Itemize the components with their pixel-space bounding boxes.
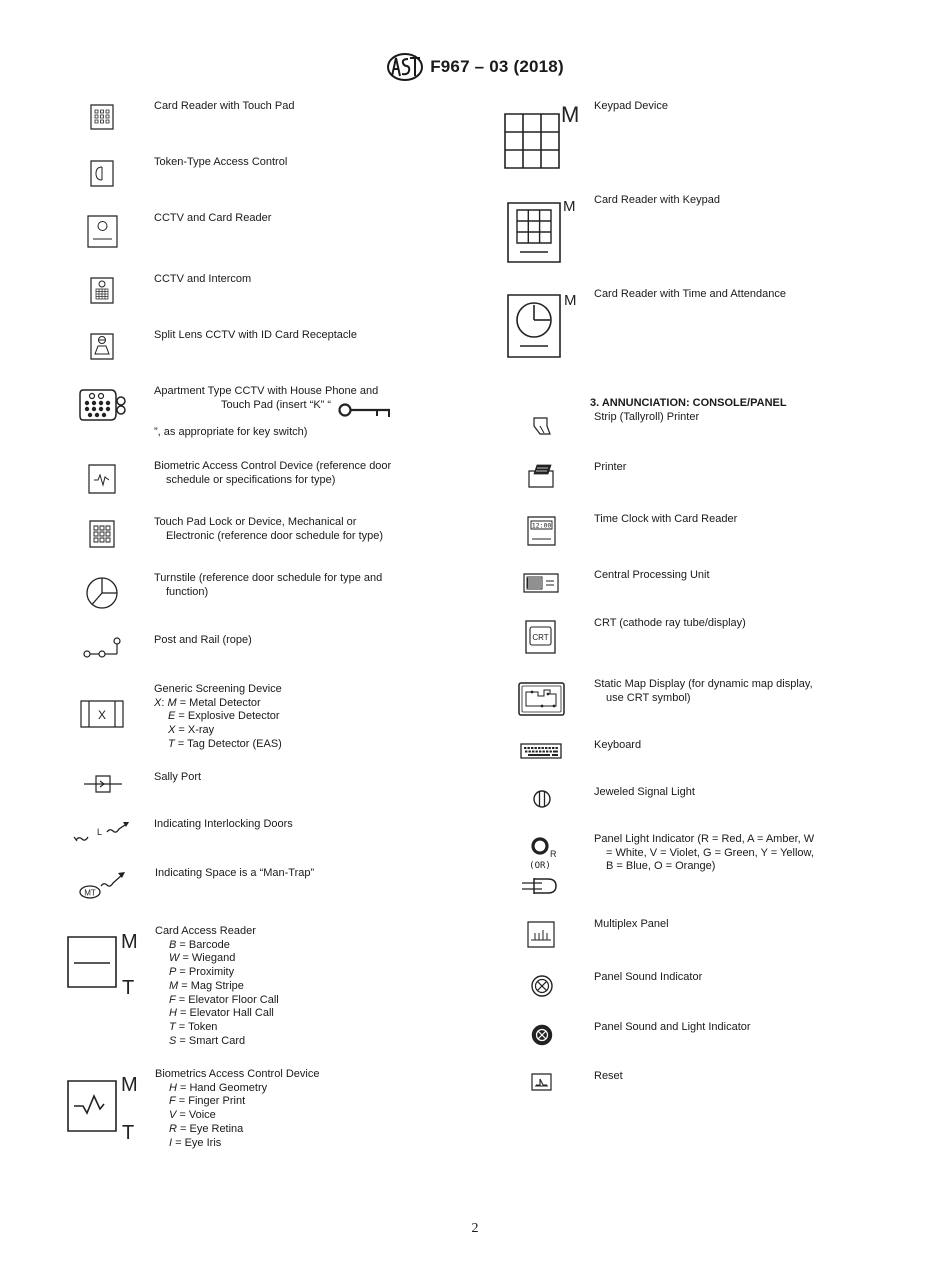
panel-sound-light-icon: [530, 1023, 554, 1047]
card-access-item: S = Smart Card: [169, 1034, 246, 1047]
man-trap-label: Indicating Space is a “Man-Trap”: [155, 867, 315, 879]
reset-icon: [531, 1073, 553, 1091]
cctv-intercom-label: CCTV and Intercom: [154, 273, 252, 285]
biometric-line-1: Biometric Access Control Device (reference door: [154, 460, 392, 472]
strip-printer-label: Strip (Tallyroll) Printer: [594, 411, 700, 423]
screening-title: Generic Screening Device: [154, 683, 282, 695]
crt-icon: [525, 620, 557, 654]
biometrics-item: F = Finger Print: [169, 1095, 246, 1108]
card-access-item: T = Token: [169, 1020, 218, 1033]
card-access-m: M: [121, 931, 138, 953]
touch-pad-lock-label: [154, 516, 383, 543]
card-access-item: P = Proximity: [169, 966, 235, 979]
biometrics-item: V = Voice: [169, 1109, 216, 1122]
card-reader-touch-pad-icon: [90, 104, 114, 130]
turnstile-label: [154, 572, 382, 599]
time-clock-label: Time Clock with Card Reader: [594, 513, 738, 525]
card-access-reader-label: [155, 925, 279, 1048]
touch-pad-line-2: Electronic (reference door schedule for type): [166, 529, 384, 542]
screening-item: T = Tag Detector (EAS): [168, 737, 282, 750]
keypad-device-label: Keypad Device: [594, 100, 668, 112]
card-access-item: W = Wiegand: [169, 952, 236, 965]
panel-light-line-3: B = Blue, O = Orange): [606, 860, 716, 873]
panel-light-line-1: Panel Light Indicator (R = Red, A = Amber, W: [594, 833, 815, 845]
static-map-label: [594, 678, 813, 705]
time-clock-digits: 12:00: [531, 521, 552, 530]
biometrics-title: Biometrics Access Control Device: [155, 1068, 320, 1080]
apartment-line-2: Touch Pad (insert “K” “: [221, 398, 332, 411]
screening-symbol-letter: X: [97, 708, 107, 722]
biometric-line-2: schedule or specifications for type): [166, 473, 336, 486]
multiplex-panel-label: Multiplex Panel: [594, 918, 669, 930]
card-access-item: B = Barcode: [169, 938, 230, 951]
cctv-card-reader-label: CCTV and Card Reader: [154, 212, 272, 224]
card-access-item: M = Mag Stripe: [169, 979, 244, 992]
keypad-device-icon: [503, 100, 583, 172]
static-map-line-2: use CRT symbol): [606, 691, 691, 704]
panel-light-line-2: = White, V = Violet, G = Green, Y = Yellow,: [606, 846, 814, 859]
cpu-label: Central Processing Unit: [594, 569, 710, 581]
card-access-title: Card Access Reader: [155, 925, 256, 937]
interlocking-letter: L: [97, 827, 103, 837]
token-type-icon: [90, 160, 114, 187]
man-trap-letters: MT: [84, 888, 96, 898]
card-access-item: H = Elevator Hall Call: [169, 1007, 274, 1020]
screening-device-icon: [80, 700, 124, 728]
keyboard-label: Keyboard: [594, 739, 642, 751]
biometrics-m: M: [121, 1074, 138, 1096]
jeweled-signal-light-icon: [532, 789, 552, 809]
panel-light-r: R: [550, 849, 557, 859]
section-heading: 3. ANNUNCIATION: CONSOLE/PANEL: [590, 397, 787, 409]
card-access-item: F = Elevator Floor Call: [169, 993, 279, 1006]
card-access-t: T: [122, 977, 135, 999]
biometrics-access-icon: [66, 1069, 142, 1143]
printer-label: Printer: [594, 461, 627, 473]
apartment-line-3: ”, as appropriate for key switch): [154, 426, 308, 438]
interlocking-doors-label: Indicating Interlocking Doors: [154, 818, 293, 830]
document-title: F967 – 03 (2018): [430, 57, 564, 76]
page-number: 2: [471, 1221, 479, 1236]
cctv-intercom-icon: [90, 277, 114, 304]
split-lens-cctv-icon: [90, 333, 114, 360]
page-header: [0, 52, 950, 82]
static-map-line-1: Static Map Display (for dynamic map display,: [594, 678, 813, 690]
panel-sound-light-label: Panel Sound and Light Indicator: [594, 1021, 751, 1033]
card-reader-keypad-label: Card Reader with Keypad: [594, 194, 720, 206]
touch-pad-line-1: Touch Pad Lock or Device, Mechanical or: [154, 516, 357, 528]
card-reader-keypad-icon: [506, 195, 582, 265]
man-trap-icon: [77, 868, 129, 902]
biometric-device-icon: [88, 464, 116, 494]
turnstile-line-1: Turnstile (reference door schedule for type and: [154, 572, 383, 584]
crt-label: CRT (cathode ray tube/display): [594, 617, 746, 629]
biometrics-access-label: [155, 1068, 319, 1150]
screening-item: E = Explosive Detector: [168, 710, 280, 723]
biometrics-item: H = Hand Geometry: [169, 1081, 268, 1094]
split-lens-cctv-label: Split Lens CCTV with ID Card Receptacle: [154, 329, 357, 341]
panel-sound-indicator-label: Panel Sound Indicator: [594, 971, 703, 983]
card-reader-time-label: Card Reader with Time and Attendance: [594, 288, 787, 300]
time-clock-icon: [527, 516, 557, 546]
static-map-icon: [518, 682, 566, 716]
multiplex-panel-icon: [527, 921, 557, 949]
post-and-rail-label: Post and Rail (rope): [154, 634, 252, 646]
cctv-card-reader-icon: [87, 215, 118, 248]
touch-pad-lock-icon: [89, 520, 115, 548]
panel-sound-indicator-icon: [530, 974, 554, 998]
turnstile-icon: [85, 576, 119, 610]
apartment-line-1: Apartment Type CCTV with House Phone and: [154, 385, 379, 397]
astm-logo-icon: [386, 52, 424, 82]
card-reader-time-m: M: [564, 292, 577, 309]
sally-port-icon: [84, 773, 122, 795]
biometrics-t: T: [122, 1122, 135, 1144]
reset-label: Reset: [594, 1070, 623, 1082]
panel-light-indicator-label: [594, 833, 814, 874]
screening-item: X: M = Metal Detector: [154, 696, 261, 709]
interlocking-doors-icon: [73, 818, 133, 844]
screening-item: X = X-ray: [168, 724, 215, 737]
strip-printer-icon: [532, 416, 552, 438]
keyboard-icon: [520, 742, 562, 760]
biometric-device-label: [154, 460, 391, 487]
card-reader-time-icon: [506, 289, 582, 359]
apartment-cctv-icon: [78, 388, 128, 422]
turnstile-line-2: function): [166, 585, 209, 598]
post-and-rail-icon: [82, 636, 124, 660]
crt-symbol-label: CRT: [532, 633, 549, 642]
panel-light-or: (OR): [529, 861, 551, 871]
screening-device-label: [154, 683, 282, 752]
biometrics-item: R = Eye Retina: [169, 1122, 244, 1135]
sally-port-label: Sally Port: [154, 771, 202, 783]
keypad-m: M: [561, 102, 580, 127]
panel-light-indicator-icon: [520, 835, 566, 897]
cpu-icon: [523, 572, 559, 594]
card-reader-keypad-m: M: [563, 198, 576, 215]
card-reader-touch-pad-label: Card Reader with Touch Pad: [154, 100, 295, 112]
key-switch-icon: [337, 401, 393, 419]
token-type-label: Token-Type Access Control: [154, 156, 288, 168]
jeweled-signal-light-label: Jeweled Signal Light: [594, 786, 695, 798]
biometrics-item: I = Eye Iris: [169, 1136, 222, 1149]
card-access-reader-icon: [66, 926, 142, 998]
printer-icon: [527, 462, 557, 490]
